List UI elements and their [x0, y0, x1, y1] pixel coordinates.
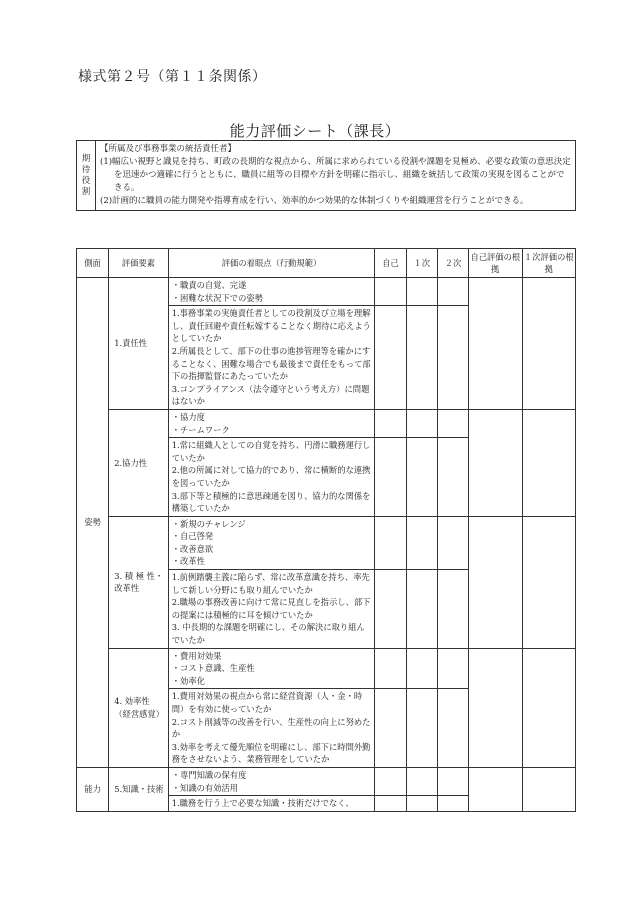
first-score-cell[interactable]	[406, 278, 437, 306]
bullet-points	[168, 278, 375, 306]
first-score-cell[interactable]	[406, 570, 437, 649]
second-score-cell[interactable]	[437, 570, 468, 649]
self-score-cell[interactable]	[375, 278, 406, 306]
bullet-item: ・新規のチャレンジ	[171, 518, 246, 529]
second-score-cell[interactable]	[437, 689, 468, 768]
second-score-cell[interactable]	[437, 409, 468, 437]
element-name: 5.知識・技術	[109, 767, 168, 811]
table-row	[77, 767, 576, 795]
label-char: 割	[81, 186, 91, 197]
first-score-cell[interactable]	[406, 409, 437, 437]
bullet-item: ・困難な状況下での姿勢	[171, 292, 263, 303]
col-self-basis: 自己評価の根拠	[469, 249, 522, 278]
bullet-points	[168, 409, 375, 437]
bullet-item: ・改善意欲	[171, 543, 214, 554]
criteria-text: 1.費用対効果の視点から常に経営資源（人・金・時間）を有効に使っていたか 2.コスト削減等の改善を行い、生産性の向上に努めたか 3.効率を考えて優先順位を明確にし、部下に時間外勤務をさせないよう、業務管理をしていたか	[168, 689, 375, 768]
first-score-cell[interactable]	[406, 796, 437, 812]
col-category: 側面	[77, 249, 109, 278]
self-basis-cell[interactable]	[469, 516, 522, 648]
col-element: 評価要素	[109, 249, 168, 278]
self-basis-cell[interactable]	[469, 278, 522, 410]
label-char: 待	[81, 164, 91, 175]
expected-role-box	[76, 140, 576, 211]
expected-role-item: (2)計画的に職員の能力開発や指導育成を行い、効率的かつ効果的な体制づくりや組織運営を行うことができる。	[100, 196, 529, 206]
first-basis-cell[interactable]	[522, 409, 575, 516]
expected-role-header: 【所属及び事務事業の統括責任者】	[100, 144, 237, 154]
col-points: 評価の着眼点（行動規範）	[168, 249, 375, 278]
bullet-points	[168, 648, 375, 689]
first-basis-cell[interactable]	[522, 648, 575, 767]
self-basis-cell[interactable]	[469, 767, 522, 811]
bullet-item: ・コスト意識、生産性	[171, 663, 255, 674]
bullet-item: ・専門知識の保有度	[171, 769, 247, 780]
table-row	[77, 409, 576, 437]
self-basis-cell[interactable]	[469, 409, 522, 516]
second-score-cell[interactable]	[437, 438, 468, 517]
second-score-cell[interactable]	[437, 516, 468, 569]
first-score-cell[interactable]	[406, 648, 437, 689]
element-name: 2.協力性	[109, 409, 168, 516]
table-header-row	[77, 249, 576, 278]
col-first: １次	[406, 249, 437, 278]
second-score-cell[interactable]	[437, 306, 468, 410]
category-attitude: 姿勢	[77, 278, 109, 768]
first-basis-cell[interactable]	[522, 278, 575, 410]
col-first-basis: １次評価の根拠	[522, 249, 575, 278]
self-score-cell[interactable]	[375, 438, 406, 517]
bullet-item: ・協力度	[171, 411, 205, 422]
criteria-text: 1.前例踏襲主義に陥らず、常に改革意識を持ち、率先して新しい分野にも取り組んでいたか 2.職場の事務改善に向けて常に見直しを指示し、部下の提案には積極的に耳を傾けていたか 3. 中長期的な課題を明確にし、その解決に取り組んでいたか	[168, 570, 375, 649]
bullet-points	[168, 767, 375, 795]
first-score-cell[interactable]	[406, 689, 437, 768]
expected-role-item: (1)幅広い視野と識見を持ち、町政の長期的な視点から、所属に求められている役割や課題を見極め、必要な政策の意思決定を迅速かつ適確に行うとともに、職員に組等の目標や方針を明確に指示し、組織を統括して政策の実現を図ることができる。	[100, 157, 571, 193]
evaluation-table	[76, 248, 576, 812]
second-score-cell[interactable]	[437, 767, 468, 795]
self-basis-cell[interactable]	[469, 648, 522, 767]
criteria-text: 1.事務事業の実施責任者としての役割及び立場を理解し、責任回避や責任転嫁することなく期待に応えようとしていたか 2.所属長として、部下の仕事の進捗管理等を確かにすることなく、困難な場合でも最後まで責任をもって部下の指揮監督にあたっていたか 3.コンプライアンス（法令遵守という考え方）に問題はないか	[168, 306, 375, 410]
category-ability: 能力	[77, 767, 109, 811]
self-score-cell[interactable]	[375, 689, 406, 768]
col-second: ２次	[437, 249, 468, 278]
first-score-cell[interactable]	[406, 516, 437, 569]
second-score-cell[interactable]	[437, 796, 468, 812]
table-row	[77, 516, 576, 569]
self-score-cell[interactable]	[375, 306, 406, 410]
self-score-cell[interactable]	[375, 516, 406, 569]
self-score-cell[interactable]	[375, 796, 406, 812]
bullet-item: ・自己啓発	[171, 531, 214, 542]
element-name: 4. 効率性（経営感覚）	[109, 648, 168, 767]
self-score-cell[interactable]	[375, 767, 406, 795]
bullet-item: ・効率化	[171, 675, 205, 686]
first-score-cell[interactable]	[406, 306, 437, 410]
second-score-cell[interactable]	[437, 278, 468, 306]
first-score-cell[interactable]	[406, 438, 437, 517]
self-score-cell[interactable]	[375, 409, 406, 437]
element-name: 1.責任性	[109, 278, 168, 410]
criteria-text: 1.常に組織人としての自覚を持ち、円滑に職務運行していたか 2.他の所属に対して協力的であり、常に横断的な連携を図っていたか 3.部下等と積極的に意思疎通を図り、協力的な関係を構築していたか	[168, 438, 375, 517]
bullet-item: ・費用対効果	[171, 650, 222, 661]
table-row	[77, 648, 576, 689]
bullet-item: ・チームワーク	[171, 424, 230, 435]
bullet-item: ・職責の自覚、完遂	[171, 280, 247, 290]
self-score-cell[interactable]	[375, 570, 406, 649]
bullet-item: ・知識の有効活用	[171, 782, 239, 793]
element-name: 3. 積 極 性・改革性	[109, 516, 168, 648]
criteria-text: 1.職務を行う上で必要な知識・技術だけでなく、	[168, 796, 375, 812]
self-score-cell[interactable]	[375, 648, 406, 689]
page-title: 能力評価シート（課長）	[229, 122, 401, 140]
expected-role-label	[77, 141, 96, 211]
first-basis-cell[interactable]	[522, 767, 575, 811]
second-score-cell[interactable]	[437, 648, 468, 689]
form-number: 様式第２号（第１１条関係）	[78, 69, 267, 85]
bullet-points	[168, 516, 375, 569]
bullet-item: ・改革性	[171, 556, 205, 567]
label-char: 役	[81, 175, 91, 186]
first-basis-cell[interactable]	[522, 516, 575, 648]
label-char: 期	[81, 153, 91, 164]
first-score-cell[interactable]	[406, 767, 437, 795]
col-self: 自己	[375, 249, 406, 278]
table-row	[77, 278, 576, 306]
expected-role-content	[96, 141, 576, 211]
